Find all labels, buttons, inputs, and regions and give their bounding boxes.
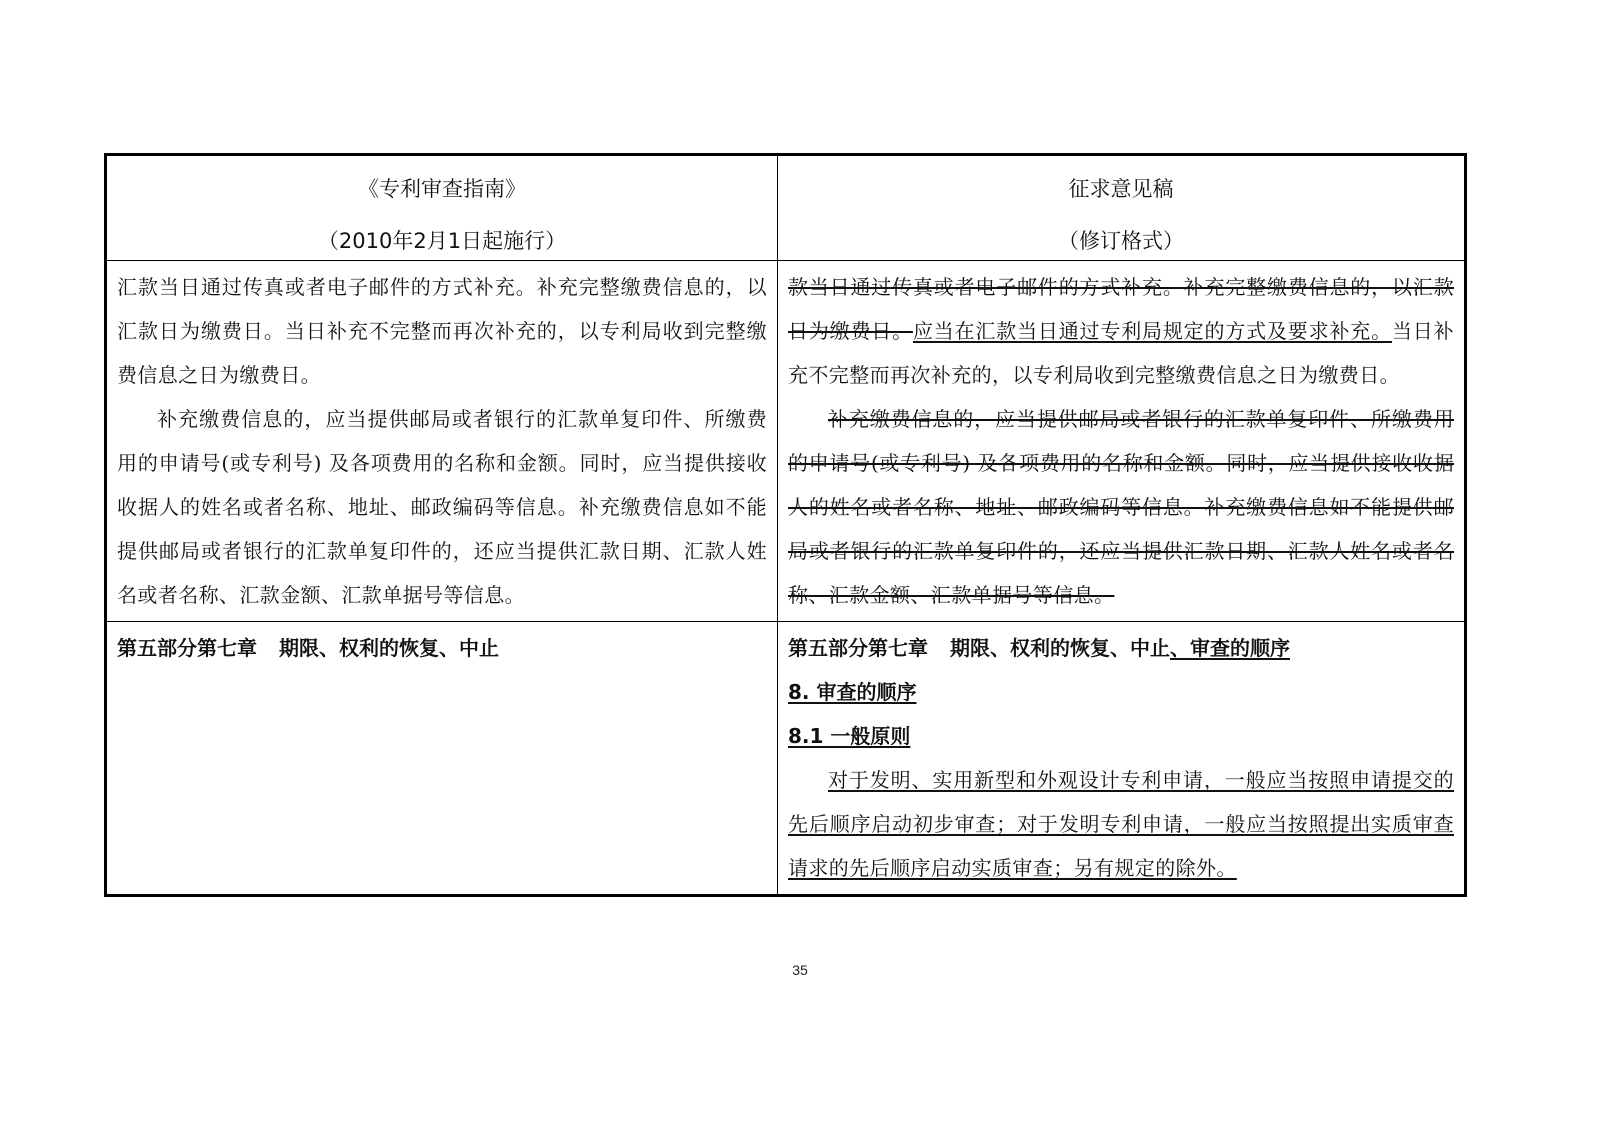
inserted-section-heading: 8.1 一般原则: [788, 724, 911, 748]
inserted-chapter-title: 、审查的顺序: [1170, 636, 1290, 660]
section-heading-8: [788, 670, 1454, 714]
deleted-text: 款当日通过传真或者电子邮件的方式补充。补充完整缴费信息的，以汇款日为缴费日。: [788, 275, 1454, 343]
chapter-part: 第五部分第七章: [788, 636, 928, 660]
chapter-part: 第五部分第七章: [117, 636, 257, 660]
header-left: [106, 155, 778, 261]
inserted-text: 应当在汇款当日通过专利局规定的方式及要求补充。: [912, 319, 1392, 343]
inserted-paragraph-block: [788, 758, 1454, 890]
original-chapter-cell: [106, 622, 778, 896]
revised-paragraph-2: [788, 397, 1454, 617]
revised-text-cell: [778, 261, 1466, 622]
right-column-subtitle: （修订格式）: [1058, 229, 1184, 253]
revised-paragraph-1: [788, 265, 1454, 397]
deleted-text: 补充缴费信息的，应当提供邮局或者银行的汇款单复印件、所缴费用的申请号(或专利号) 及各项费用的名称和金额。同时，应当提供接收收据人的姓名或者名称、地址、邮政编码等信息。补充缴费信息如不能提供邮局或者银行的汇款单复印件的，还应当提供汇款日期、汇款人姓名或者名称、汇款金额、汇款单据号等信息。: [788, 407, 1454, 607]
inserted-text: 对于发明、实用新型和外观设计专利申请，一般应当按照申请提交的先后顺序启动初步审查；对于发明专利申请，一般应当按照提出实质审查请求的先后顺序启动实质审查；另有规定的除外。: [788, 768, 1454, 880]
header-right: [778, 155, 1466, 261]
right-column-title: 征求意见稿: [1068, 177, 1174, 201]
unchanged-text: 当日补充不完整而再次补充的，以专利局收到完整缴费信息之日为缴费日。: [788, 319, 1454, 387]
table-row: [106, 261, 1466, 622]
original-paragraph-2: 补充缴费信息的，应当提供邮局或者银行的汇款单复印件、所缴费用的申请号(或专利号) 及各项费用的名称和金额。同时，应当提供接收收据人的姓名或者名称、地址、邮政编码等信息。补充缴费信息如不能提供邮局或者银行的汇款单复印件的，还应当提供汇款日期、汇款人姓名或者名称、汇款金额、汇款单据号等信息。: [117, 407, 767, 607]
inserted-section-heading: 8. 审查的顺序: [788, 680, 917, 704]
revised-chapter-cell: [778, 622, 1466, 896]
chapter-heading: [788, 626, 1454, 670]
table-row: [106, 622, 1466, 896]
page-number: 35: [792, 962, 808, 978]
chapter-title: 期限、权利的恢复、中止: [279, 636, 499, 660]
left-column-title: 《专利审查指南》: [358, 177, 526, 201]
inserted-paragraph: [788, 758, 1454, 890]
chapter-title: 期限、权利的恢复、中止: [950, 636, 1170, 660]
left-column-subtitle: （2010年2月1日起施行）: [317, 229, 567, 253]
comparison-table: [104, 153, 1467, 897]
original-text-cell: [106, 261, 778, 622]
table-header-row: [106, 155, 1466, 261]
chapter-heading: [117, 626, 767, 670]
section-heading-8-1: [788, 714, 1454, 758]
original-paragraph-1: 汇款当日通过传真或者电子邮件的方式补充。补充完整缴费信息的，以汇款日为缴费日。当日补充不完整而再次补充的，以专利局收到完整缴费信息之日为缴费日。: [117, 275, 767, 387]
